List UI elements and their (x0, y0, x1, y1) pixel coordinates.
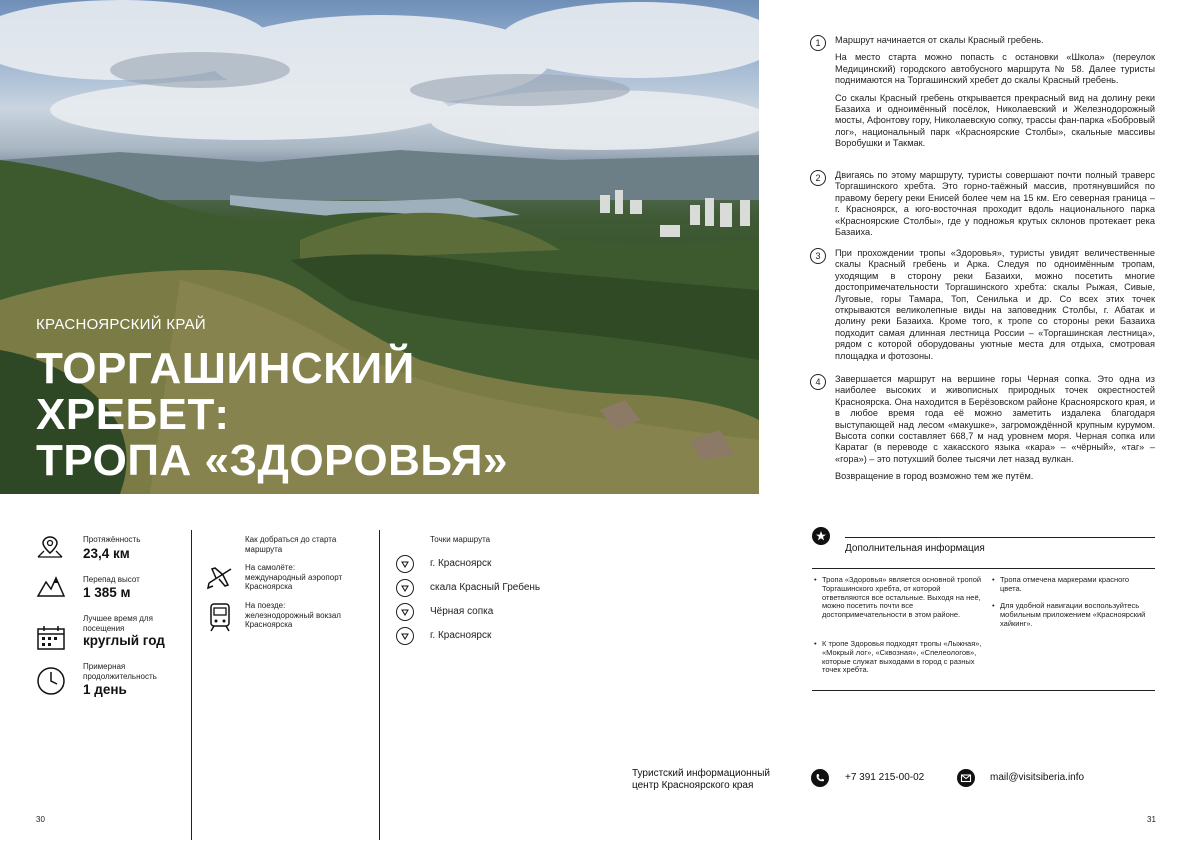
duration-label: Примерная продолжительность (83, 662, 157, 681)
points-heading: Точки маршрута (430, 535, 491, 544)
title-line: ХРЕБЕТ: (36, 390, 230, 439)
chevron-down-icon (397, 580, 413, 596)
info-item: • Тропа «Здоровья» является основной тропой Торгашинского хребта, от которой ответвляются все остальные. Выходя на неё, можно посетить почти все достопримечательности в этом районе. (822, 576, 982, 620)
clock-icon (36, 666, 66, 696)
divider (812, 568, 1155, 569)
envelope-glyph (957, 769, 975, 787)
title-line: ТРОПА «ЗДОРОВЬЯ» (36, 436, 508, 485)
chevron-down-icon (397, 604, 413, 620)
calendar-icon (36, 625, 66, 651)
route-step (813, 170, 1155, 244)
email-link[interactable]: mail@visitsiberia.info (990, 772, 1085, 783)
step-number: 4 (810, 374, 826, 390)
season-label: Лучшее время для посещения (83, 614, 153, 633)
length-value: 23,4 км (83, 546, 130, 561)
plane-info: На самолёте: международный аэропорт Красноярска (245, 563, 343, 591)
route-point-marker (396, 627, 414, 645)
route-point: г. Красноярск (430, 558, 492, 569)
step-text: При прохождении тропы «Здоровья», туристы увидят величественные скалы Красный гребень и Арка. Следуя по одноимённым тропам, уходящим в сторону реки Базаихи, можно посетить многие достопримечательности Торгашинского хребта: скалы Рыжая, Сивые, Луговые, горы Тамара, Топ, Сенилька и др. Со всех этих точек открываются великолепные виды на заповедник Столбы, г. Абатак и долину реки Базаиха. Кроме того, к тропе со стороны реки Базаиха подходит самая длинная лестница России – «Торгашинская лестница», рядом с которой оборудованы уютные места для отдыха, смотровая площадка и фотозоны. (835, 248, 1155, 361)
season-value: круглый год (83, 633, 165, 648)
route-point-marker (396, 579, 414, 597)
step-text: Со скалы Красный гребень открывается прекрасный вид на долину реки Базаиха и одноимённый посёлок, Николаевский и Железнодорожный мосты, Афонтову гору, Николаевскую сопку, трассы фан-парка «Бобровый лог», национальный парк «Красноярские Столбы», скальные массивы Воробушки и Такмак. (835, 92, 1155, 149)
duration-value: 1 день (83, 682, 127, 697)
hero-photo (0, 0, 759, 494)
step-text: На место старта можно попасть с остановки «Школа» (переулок Медицинский) городского автобусного маршрута № 58. Далее туристы поднимаются на Торгашинский хребет до скалы Красный гребень. (835, 52, 1155, 86)
mountain-icon (36, 574, 66, 598)
train-info: На поезде: железнодорожный вокзал Красноярска (245, 601, 341, 629)
page-number-left: 30 (36, 815, 45, 824)
page-number-right: 31 (1147, 815, 1156, 824)
step-number: 2 (810, 170, 826, 186)
info-item: • Тропа отмечена маркерами красного цвета. (1000, 576, 1150, 594)
title-line: ТОРГАШИНСКИЙ (36, 344, 415, 393)
footer-line: центр Красноярского края (632, 780, 754, 791)
column-divider (379, 530, 380, 840)
train-icon (208, 602, 232, 632)
region-label: КРАСНОЯРСКИЙ КРАЙ (36, 316, 207, 333)
route-step (813, 248, 1155, 368)
route-point: г. Красноярск (430, 630, 492, 641)
map-pin-icon (36, 535, 64, 559)
footer-line: Туристский информационный (632, 768, 770, 779)
divider (845, 537, 1155, 538)
chevron-down-icon (397, 628, 413, 644)
page-title (36, 346, 508, 484)
route-step (813, 35, 1155, 156)
route-point-marker (396, 603, 414, 621)
route-point: Чёрная сопка (430, 606, 494, 617)
tourist-center-name (632, 768, 770, 792)
route-step (813, 374, 1155, 489)
phone-link[interactable]: +7 391 215-00-02 (845, 772, 925, 783)
step-text: Завершается маршрут на вершине горы Черная сопка. Это одна из наиболее высоких и живописных природных точек окрестностей Красноярска. Она находится в Берёзовском районе Красноярского края, и в любое время года её можно заметить издалека благодаря выступающей над лесом «макушке», загромождённой крупным курумом. Высота сопки составляет 668,7 м над уровнем моря. Черная сопка или Каратаг (в переводе с хакасского языка «кара» – «чёрный», «таг» – «гора») – это потухший более тысячи лет назад вулкан. (835, 374, 1155, 464)
phone-icon (811, 769, 829, 787)
elevation-label: Перепад высот (83, 575, 140, 584)
step-number: 1 (810, 35, 826, 51)
phone-glyph (811, 769, 829, 787)
star-icon (812, 527, 830, 545)
route-point-marker (396, 555, 414, 573)
column-divider (191, 530, 192, 840)
info-title: Дополнительная информация (845, 543, 985, 554)
step-text: Возвращение в город возможно тем же путём. (835, 471, 1034, 482)
info-item: • Для удобной навигации воспользуйтесь мобильным приложением «Красноярский хайкинг». (1000, 602, 1150, 628)
info-item: • К тропе Здоровья подходят тропы «Лыжная», «Мокрый лог», «Сквозная», «Спелеологов», которые служат выходами в город с разных точек хребта. (822, 640, 982, 675)
length-label: Протяжённость (83, 535, 141, 544)
airplane-icon (206, 565, 234, 591)
route-point: скала Красный Гребень (430, 582, 541, 593)
access-heading: Как добраться до старта маршрута (245, 535, 337, 554)
step-text: Двигаясь по этому маршруту, туристы совершают почти полный траверс Торгашинского хребта. Это горно-таёжный массив, протянувшийся по правому берегу реки Енисей более чем на 15 км. Его северная граница – г. Красноярск, а юго-восточная проходит вдоль национального парка «Красноярские Столбы», где у подножья крутых склонов протекает река Базаиха. (835, 170, 1155, 238)
elevation-value: 1 385 м (83, 585, 131, 600)
step-number: 3 (810, 248, 826, 264)
chevron-down-icon (397, 556, 413, 572)
mail-icon (957, 769, 975, 787)
divider (812, 690, 1155, 691)
step-text: Маршрут начинается от скалы Красный гребень. (835, 35, 1044, 45)
